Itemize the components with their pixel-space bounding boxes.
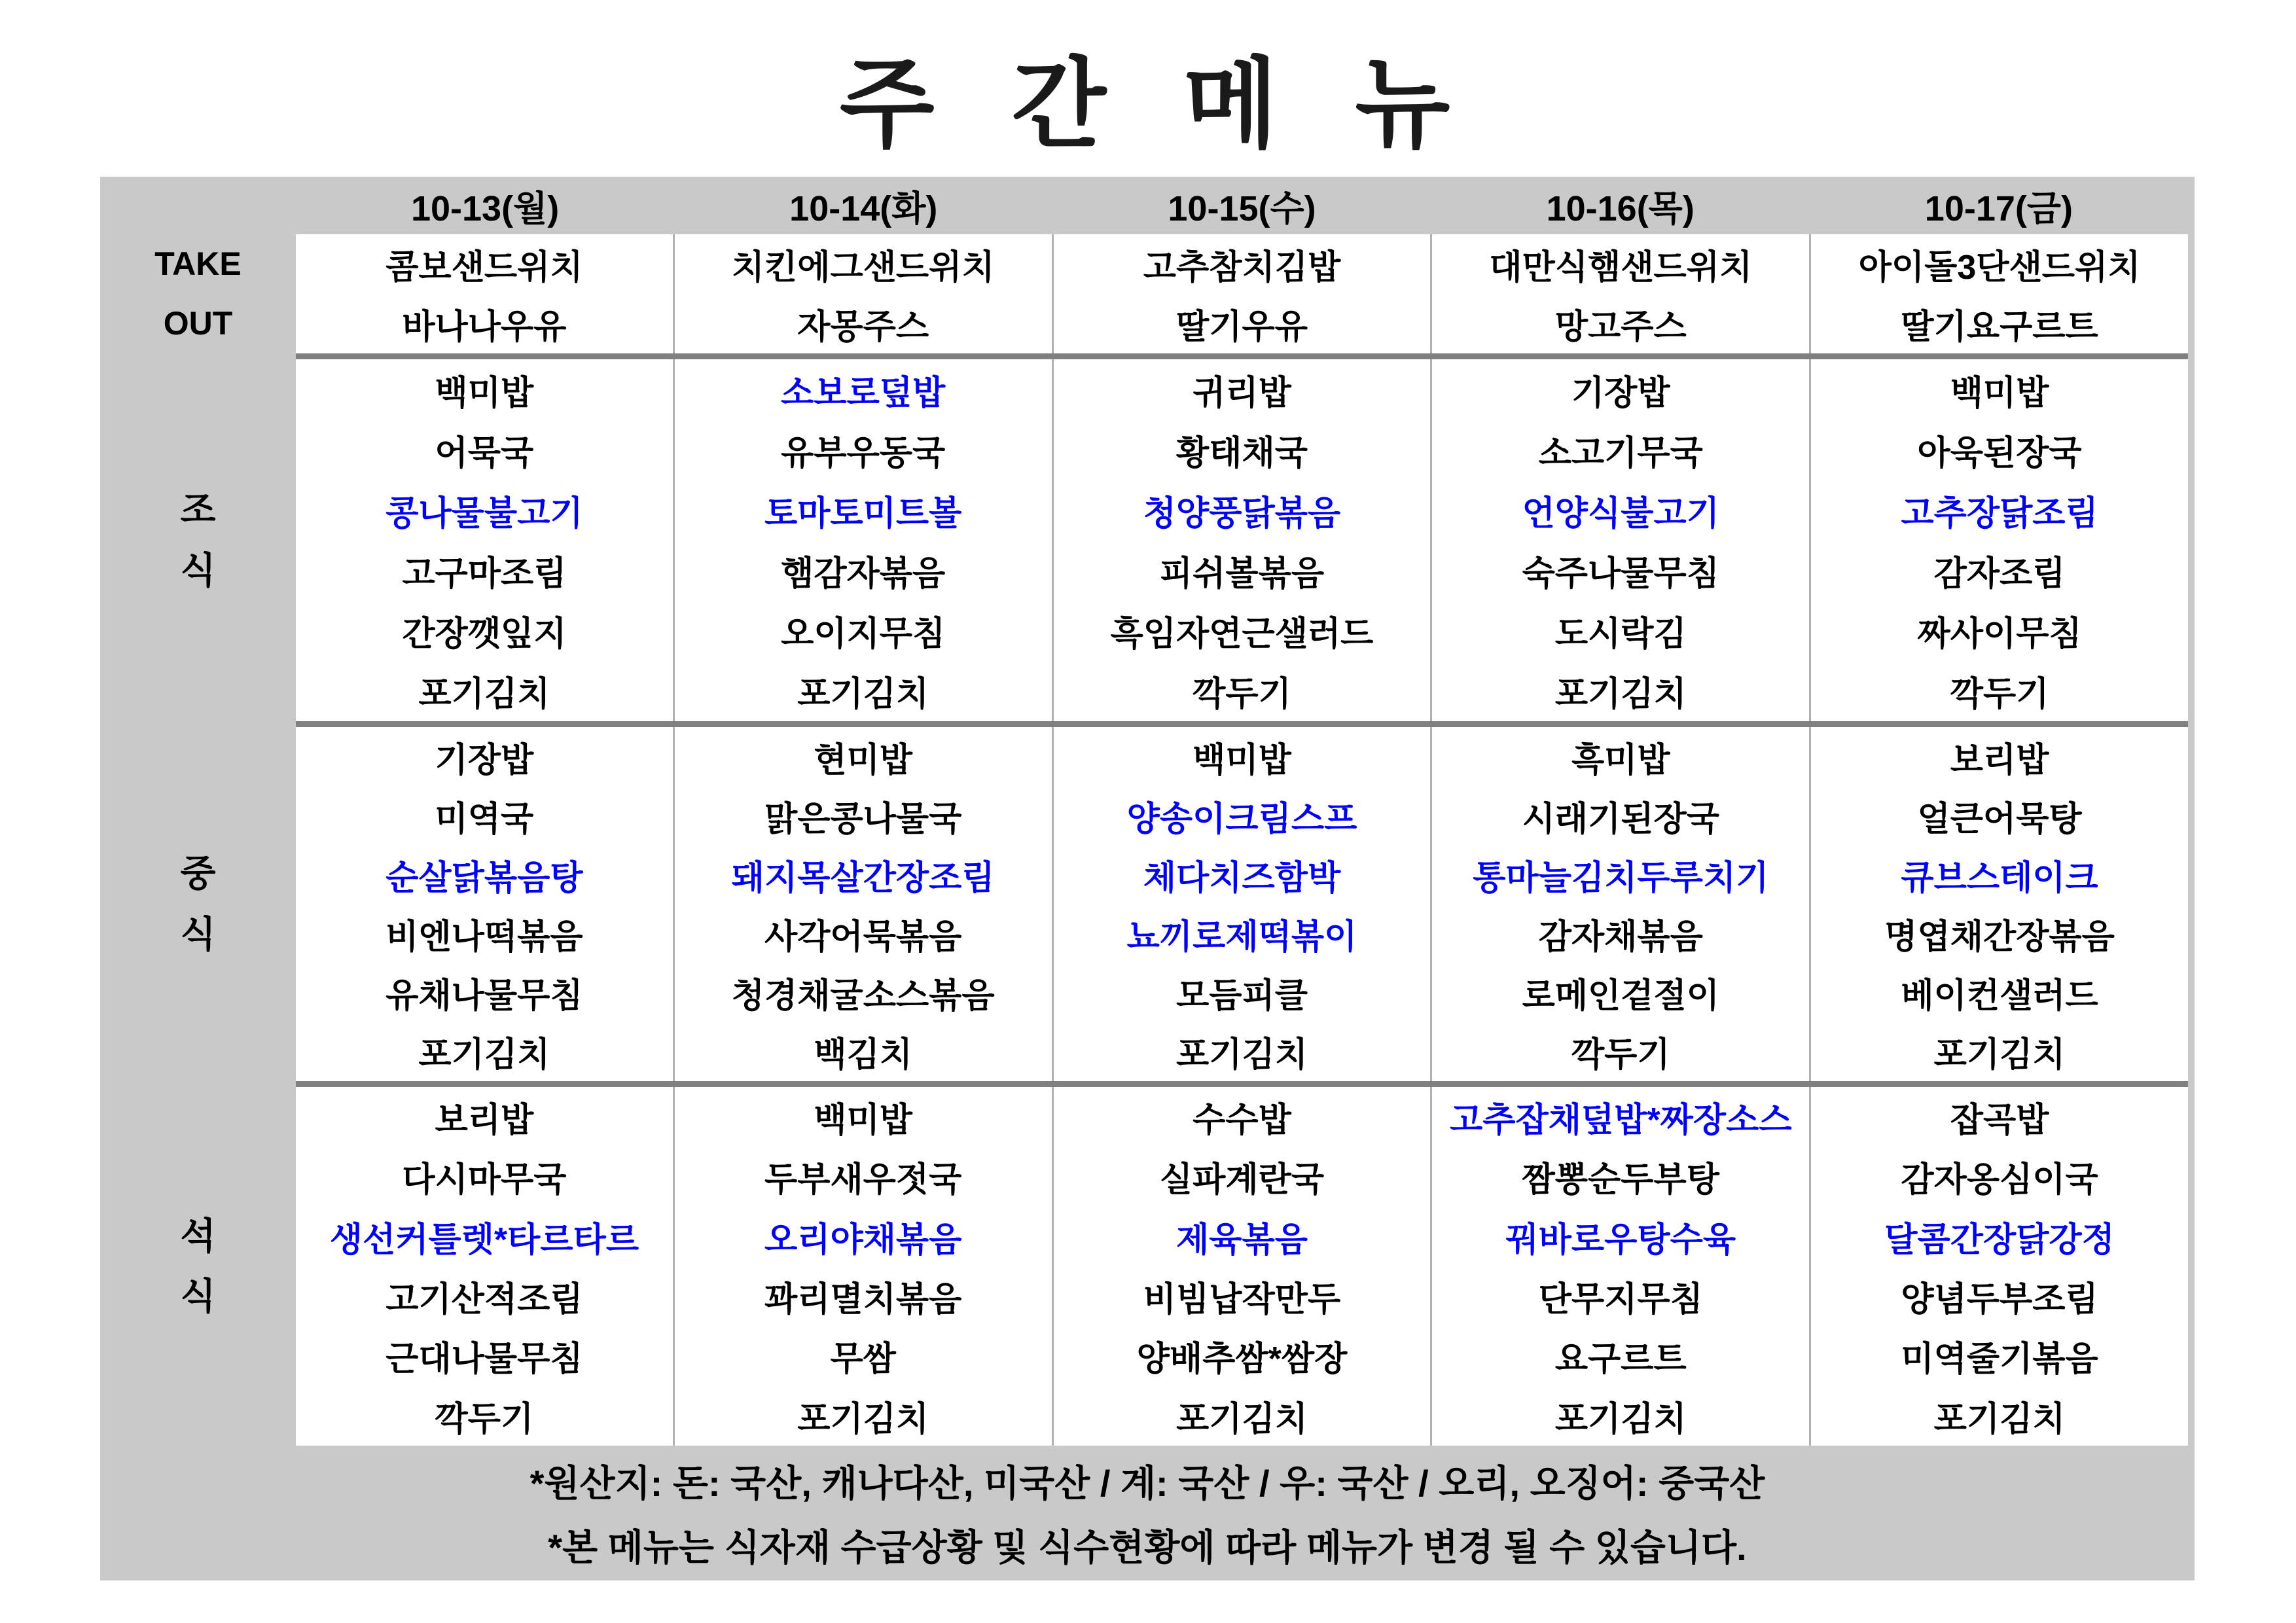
menu-item: 순살닭볶음탕 [386, 859, 583, 897]
menu-item: 수수밥 [1193, 1101, 1291, 1140]
menu-cell-breakfast-day3 [1052, 359, 1431, 721]
menu-item: 무쌈 [830, 1340, 896, 1379]
menu-item: 다시마무국 [402, 1161, 567, 1200]
menu-cell-takeout-day4 [1430, 234, 1809, 353]
menu-item: 비빔납작만두 [1143, 1281, 1341, 1319]
section-label-takeout [100, 234, 296, 353]
menu-cell-takeout-day5 [1809, 234, 2188, 353]
menu-item: 감자채볶음 [1538, 918, 1703, 957]
section-separator [296, 721, 2188, 727]
menu-item: 포기김치 [1176, 1400, 1308, 1438]
menu-item: 모듬피클 [1176, 977, 1308, 1016]
date-header-row [100, 177, 2195, 234]
menu-item: 제육볶음 [1176, 1221, 1308, 1259]
menu-item: 고추장닭조림 [1901, 494, 2098, 533]
section-label-line: 식 [180, 1275, 216, 1317]
menu-item: 보리밥 [435, 1101, 534, 1140]
menu-item: 로메인겉절이 [1522, 977, 1719, 1016]
menu-item: 보리밥 [1950, 741, 2049, 779]
menu-item: 감자옹심이국 [1901, 1161, 2098, 1200]
menu-cell-lunch-day1 [296, 727, 673, 1081]
menu-item: 짜사이무침 [1917, 615, 2082, 654]
menu-item: 체다치즈함박 [1143, 859, 1341, 897]
menu-item: 딸기요구르트 [1901, 308, 2098, 346]
menu-item: 꽈리멸치볶음 [764, 1281, 962, 1319]
menu-item: 미역줄기볶음 [1901, 1340, 2098, 1379]
section-label-line: 식 [180, 913, 216, 955]
menu-item: 오리야채볶음 [764, 1221, 962, 1259]
menu-cell-lunch-day4 [1430, 727, 1809, 1081]
menu-item: 깍두기 [1193, 675, 1291, 714]
menu-item: 고기산적조림 [386, 1281, 583, 1319]
menu-item: 깍두기 [1571, 1036, 1670, 1075]
menu-cell-lunch-day5 [1809, 727, 2188, 1081]
menu-item: 현미밥 [814, 741, 913, 779]
date-header-spacer [100, 177, 296, 234]
date-headers [296, 177, 2188, 234]
menu-item: 포기김치 [1554, 1400, 1687, 1438]
menu-item: 베이컨샐러드 [1901, 977, 2098, 1016]
section-takeout [100, 234, 2195, 353]
menu-item: 얼큰어묵탕 [1917, 800, 2082, 838]
menu-cell-dinner-day2 [673, 1087, 1052, 1446]
menu-item: 양송이크림스프 [1126, 800, 1357, 838]
menu-item: 바나나우유 [402, 308, 567, 346]
weekly-menu-table [100, 177, 2195, 1580]
menu-item: 미역국 [435, 800, 534, 838]
menu-cell-takeout-day3 [1052, 234, 1431, 353]
menu-item: 포기김치 [797, 675, 929, 714]
menu-item: 백미밥 [814, 1101, 913, 1140]
menu-item: 청경채굴소스볶음 [731, 977, 995, 1016]
menu-item: 언양식불고기 [1522, 494, 1719, 533]
menu-item: 고추잡채덮밥*짜장소스 [1450, 1101, 1792, 1140]
section-label-lunch [100, 727, 296, 1081]
menu-item: 포기김치 [418, 675, 550, 714]
menu-item: 아욱된장국 [1917, 434, 2082, 473]
date-header: 10-14(화) [789, 188, 938, 228]
section-label-line: OUT [163, 305, 233, 342]
menu-cell-lunch-day3 [1052, 727, 1431, 1081]
menu-cell-breakfast-day5 [1809, 359, 2188, 721]
menu-cell-dinner-day4 [1430, 1087, 1809, 1446]
menu-cell-lunch-day2 [673, 727, 1052, 1081]
section-label-line: 중 [180, 853, 216, 895]
section-separator [296, 353, 2188, 359]
menu-item: 청양풍닭볶음 [1143, 494, 1341, 533]
menu-item: 깍두기 [1950, 675, 2049, 714]
origin-note: *원산지: 돈: 국산, 캐나다산, 미국산 / 계: 국산 / 우: 국산 / 오리, 오징어: 중국산 [529, 1463, 1765, 1504]
menu-item: 근대나물무침 [386, 1340, 583, 1379]
menu-item: 명엽채간장볶음 [1884, 918, 2115, 957]
menu-item: 포기김치 [418, 1036, 550, 1075]
menu-item: 사각어묵볶음 [764, 918, 962, 957]
menu-cell-breakfast-day2 [673, 359, 1052, 721]
menu-item: 맑은콩나물국 [764, 800, 962, 838]
menu-item: 시래기된장국 [1522, 800, 1719, 838]
menu-item: 요구르트 [1554, 1340, 1687, 1379]
menu-item: 흑미밥 [1571, 741, 1670, 779]
menu-item: 기장밥 [435, 741, 534, 779]
menu-item: 실파계란국 [1159, 1161, 1325, 1200]
menu-item: 포기김치 [1554, 675, 1687, 714]
menu-item: 비엔나떡볶음 [386, 918, 583, 957]
menu-item: 피쉬볼볶음 [1159, 555, 1325, 594]
menu-item: 고추참치김밥 [1143, 249, 1341, 287]
menu-item: 꿔바로우탕수육 [1505, 1221, 1736, 1259]
menu-item: 백미밥 [1193, 741, 1291, 779]
menu-item: 포기김치 [1176, 1036, 1308, 1075]
date-header: 10-15(수) [1168, 188, 1316, 228]
menu-item: 유부우동국 [781, 434, 946, 473]
section-dinner [100, 1087, 2195, 1446]
menu-item: 황태채국 [1176, 434, 1308, 473]
menu-item: 백김치 [814, 1036, 913, 1075]
menu-item: 감자조림 [1933, 555, 2066, 594]
menu-item: 자몽주스 [797, 308, 929, 346]
menu-item: 소보로덮밥 [781, 374, 946, 412]
section-lunch [100, 727, 2195, 1081]
section-separator [296, 1081, 2188, 1087]
menu-item: 귀리밥 [1193, 374, 1291, 412]
menu-item: 망고주스 [1554, 308, 1687, 346]
menu-item: 소고기무국 [1538, 434, 1703, 473]
menu-item: 대만식햄샌드위치 [1489, 249, 1753, 287]
section-label-line: 석 [180, 1215, 216, 1257]
menu-item: 딸기우유 [1176, 308, 1308, 346]
menu-item: 양념두부조림 [1901, 1281, 2098, 1319]
menu-cell-dinner-day3 [1052, 1087, 1431, 1446]
menu-item: 포기김치 [1933, 1400, 2066, 1438]
menu-item: 뇨끼로제떡볶이 [1126, 918, 1357, 957]
page-title: 주 간 메 뉴 [839, 49, 1456, 159]
menu-cell-breakfast-day1 [296, 359, 673, 721]
menu-item: 오이지무침 [781, 615, 946, 654]
menu-cell-takeout-day1 [296, 234, 673, 353]
menu-item: 도시락김 [1554, 615, 1687, 654]
menu-item: 콤보샌드위치 [386, 249, 583, 287]
menu-item: 고구마조림 [402, 555, 567, 594]
menu-item: 간장깻잎지 [402, 615, 567, 654]
section-label-dinner [100, 1087, 296, 1446]
section-label-breakfast [100, 359, 296, 721]
menu-item: 기장밥 [1571, 374, 1670, 412]
menu-item: 콩나물불고기 [386, 494, 583, 533]
menu-item: 치킨에그샌드위치 [731, 249, 995, 287]
menu-item: 숙주나물무침 [1522, 555, 1719, 594]
menu-change-note: *본 메뉴는 식자재 수급상황 및 식수현황에 따라 메뉴가 변경 될 수 있습니다. [548, 1527, 1747, 1568]
footer-notes [100, 1446, 2195, 1580]
menu-cell-breakfast-day4 [1430, 359, 1809, 721]
menu-item: 통마늘김치두루치기 [1473, 859, 1769, 897]
menu-item: 깍두기 [435, 1400, 534, 1438]
menu-sections [100, 234, 2195, 1446]
menu-item: 유채나물무침 [386, 977, 583, 1016]
menu-item: 포기김치 [797, 1400, 929, 1438]
menu-cell-dinner-day5 [1809, 1087, 2188, 1446]
menu-item: 단무지무침 [1538, 1281, 1703, 1319]
date-header: 10-13(월) [410, 188, 560, 228]
section-breakfast [100, 359, 2195, 721]
menu-item: 돼지목살간장조림 [731, 859, 995, 897]
date-header: 10-17(금) [1924, 188, 2073, 228]
menu-item: 백미밥 [1950, 374, 2049, 412]
section-label-line: TAKE [154, 245, 242, 282]
menu-item: 두부새우젓국 [764, 1161, 962, 1200]
section-label-line: 식 [180, 549, 216, 591]
menu-item: 짬뽕순두부탕 [1522, 1161, 1719, 1200]
menu-item: 아이돌3단샌드위치 [1858, 249, 2141, 287]
menu-item: 흑임자연근샐러드 [1110, 615, 1374, 654]
menu-cell-dinner-day1 [296, 1087, 673, 1446]
menu-item: 잡곡밥 [1950, 1101, 2049, 1140]
menu-cell-takeout-day2 [673, 234, 1052, 353]
menu-item: 햄감자볶음 [781, 555, 946, 594]
menu-item: 양배추쌈*쌈장 [1136, 1340, 1348, 1379]
menu-item: 토마토미트볼 [764, 494, 962, 533]
menu-item: 생선커틀렛*타르타르 [329, 1221, 639, 1259]
menu-item: 달콤간장닭강정 [1884, 1221, 2115, 1259]
menu-item: 포기김치 [1933, 1036, 2066, 1075]
menu-item: 어묵국 [435, 434, 534, 473]
section-label-line: 조 [180, 489, 216, 531]
date-header: 10-16(목) [1546, 188, 1695, 228]
menu-item: 백미밥 [435, 374, 534, 412]
menu-item: 큐브스테이크 [1901, 859, 2098, 897]
